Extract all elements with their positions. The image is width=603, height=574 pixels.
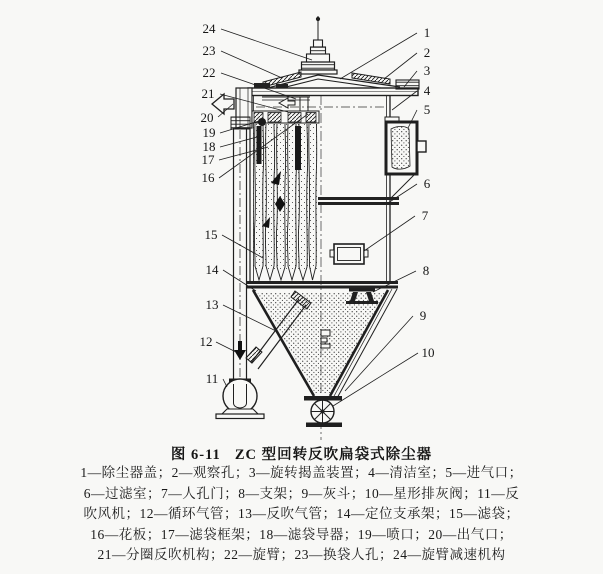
callout-15: 15 — [204, 227, 218, 242]
arm-reducer-motor — [299, 16, 337, 74]
filter-bags — [253, 124, 317, 280]
callout-2: 2 — [423, 45, 431, 60]
callout-16: 16 — [201, 170, 215, 185]
inlet-nozzle — [417, 141, 426, 152]
rotating-arm — [262, 97, 310, 112]
circulation-pipe — [229, 128, 251, 404]
callout-24: 24 — [202, 21, 216, 36]
duct-cap-block — [276, 84, 288, 89]
callout-14: 14 — [205, 262, 219, 277]
star-discharge-valve — [304, 396, 342, 427]
callout-3: 3 — [423, 63, 431, 78]
callout-13: 13 — [205, 297, 219, 312]
callout-12: 12 — [199, 334, 213, 349]
callout-11: 11 — [205, 371, 219, 386]
backblow-fan — [216, 379, 264, 419]
callout-4: 4 — [423, 83, 431, 98]
duct-cap-block — [254, 83, 270, 89]
clean-room-flow-arrow — [279, 98, 295, 108]
callout-8: 8 — [422, 263, 430, 278]
callout-20: 20 — [200, 110, 214, 125]
figure-title: ZC 型回转反吹扁袋式除尘器 — [234, 447, 433, 463]
callout-5: 5 — [423, 102, 431, 117]
legend-line-1: 1—除尘器盖；2—观察孔；3—旋转揭盖装置；4—清洁室；5—进气口； — [80, 465, 523, 480]
callout-1: 1 — [423, 25, 431, 40]
manhole-door — [330, 244, 368, 264]
callout-18: 18 — [202, 139, 216, 154]
legend-line-4: 16—花板；17—滤袋框架；18—滤袋导器；19—喷口；20—出气口； — [90, 526, 513, 542]
pipe-flow-arrow-down — [234, 341, 246, 360]
callout-21: 21 — [201, 86, 215, 101]
legend-line-5: 21—分圈反吹机构；22—旋臂；23—换袋人孔；24—旋臂减速机构 — [97, 547, 506, 563]
callout-23: 23 — [202, 43, 216, 58]
callout-10: 10 — [421, 345, 435, 360]
callout-7: 7 — [421, 208, 429, 223]
parts-legend — [0, 463, 603, 566]
callout-6: 6 — [423, 176, 431, 191]
tube-sheet — [252, 111, 319, 126]
callout-17: 17 — [201, 152, 215, 167]
pipe-bottom-flange — [246, 347, 262, 363]
figure-number: 图 6-11 — [170, 447, 221, 463]
legend-line-3: 吹风机；12—循环气管；13—反吹气管；14—定位支承架；15—滤袋； — [83, 506, 520, 522]
outlet-louver — [231, 117, 250, 129]
rotary-cover-device — [396, 80, 419, 89]
callout-19: 19 — [202, 125, 216, 140]
bag-guide — [295, 126, 301, 170]
bag-guide — [257, 126, 262, 164]
figure-caption — [0, 443, 603, 464]
callout-22: 22 — [202, 65, 216, 80]
callout-9: 9 — [419, 308, 427, 323]
inlet-dust-flow — [391, 126, 410, 169]
inlet-box — [386, 122, 426, 199]
legend-line-2: 6—过滤室；7—人孔门；8—支架；9—灰斗；10—星形排灰阀；11—反 — [83, 485, 520, 501]
